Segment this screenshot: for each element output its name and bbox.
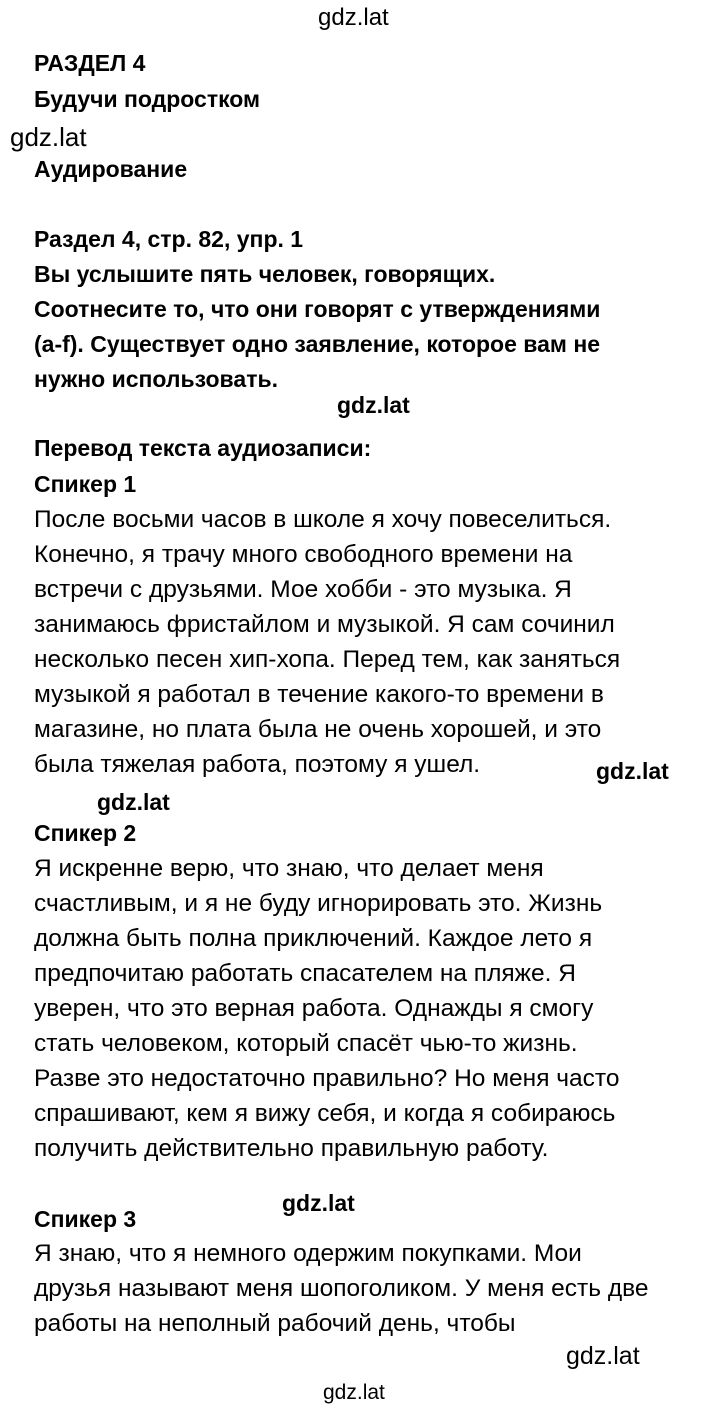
watermark: gdz.lat <box>318 4 389 31</box>
watermark: gdz.lat <box>337 392 410 418</box>
transcript-line: стать человеком, который спасёт чью-то жизнь. <box>34 1030 578 1057</box>
transcript-line: несколько песен хип-хопа. Перед тем, как заняться <box>34 646 621 673</box>
transcript-line: магазине, но плата была не очень хорошей, и это <box>34 716 602 743</box>
instruction-line: нужно использовать. <box>34 366 278 392</box>
transcript-heading: Перевод текста аудиозаписи: <box>34 435 372 461</box>
watermark: gdz.lat <box>323 1381 385 1404</box>
watermark: gdz.lat <box>566 1342 640 1370</box>
transcript-line: встречи с друзьями. Мое хобби - это музыка. Я <box>34 576 572 603</box>
speaker-label: Спикер 2 <box>34 820 137 846</box>
transcript-line: уверен, что это верная работа. Однажды я смогу <box>34 995 594 1022</box>
transcript-line: Я знаю, что я немного одержим покупками. Мои <box>34 1240 582 1267</box>
transcript-line: занимаюсь фристайлом и музыкой. Я сам сочинил <box>34 611 615 638</box>
speaker-label: Спикер 1 <box>34 471 137 497</box>
transcript-line: получить действительно правильную работу. <box>34 1135 549 1162</box>
transcript-line: была тяжелая работа, поэтому я ушел. <box>34 751 481 778</box>
watermark: gdz.lat <box>10 122 87 152</box>
transcript-line: музыкой я работал в течение какого-то времени в <box>34 681 604 708</box>
page-title: Будучи подростком <box>34 86 261 112</box>
speaker-label: Спикер 3 <box>34 1206 137 1232</box>
transcript-line: счастливым, и я не буду игнорировать это. Жизнь <box>34 890 603 917</box>
watermark: gdz.lat <box>282 1190 355 1216</box>
watermark: gdz.lat <box>596 758 669 784</box>
instruction-line: (a-f). Существует одно заявление, которое вам не <box>34 331 601 357</box>
instruction-line: Соотнесите то, что они говорят с утверждениями <box>34 296 601 322</box>
exercise-reference: Раздел 4, стр. 82, упр. 1 <box>34 226 304 252</box>
instruction-line: Вы услышите пять человек, говорящих. <box>34 261 496 287</box>
transcript-line: работы на неполный рабочий день, чтобы <box>34 1310 516 1337</box>
transcript-line: друзья называют меня шопоголиком. У меня есть две <box>34 1275 649 1302</box>
transcript-line: должна быть полна приключений. Каждое лето я <box>34 925 593 952</box>
transcript-line: Конечно, я трачу много свободного времени на <box>34 541 573 568</box>
watermark: gdz.lat <box>97 789 170 815</box>
transcript-line: Я искренне верю, что знаю, что делает меня <box>34 855 544 882</box>
section-number: РАЗДЕЛ 4 <box>34 50 146 76</box>
section-subtitle: Аудирование <box>34 156 188 182</box>
transcript-line: Разве это недостаточно правильно? Но меня часто <box>34 1065 620 1092</box>
transcript-line: предпочитаю работать спасателем на пляже. Я <box>34 960 576 987</box>
transcript-line: После восьми часов в школе я хочу повеселиться. <box>34 506 612 533</box>
transcript-line: спрашивают, кем я вижу себя, и когда я собираюсь <box>34 1100 616 1127</box>
